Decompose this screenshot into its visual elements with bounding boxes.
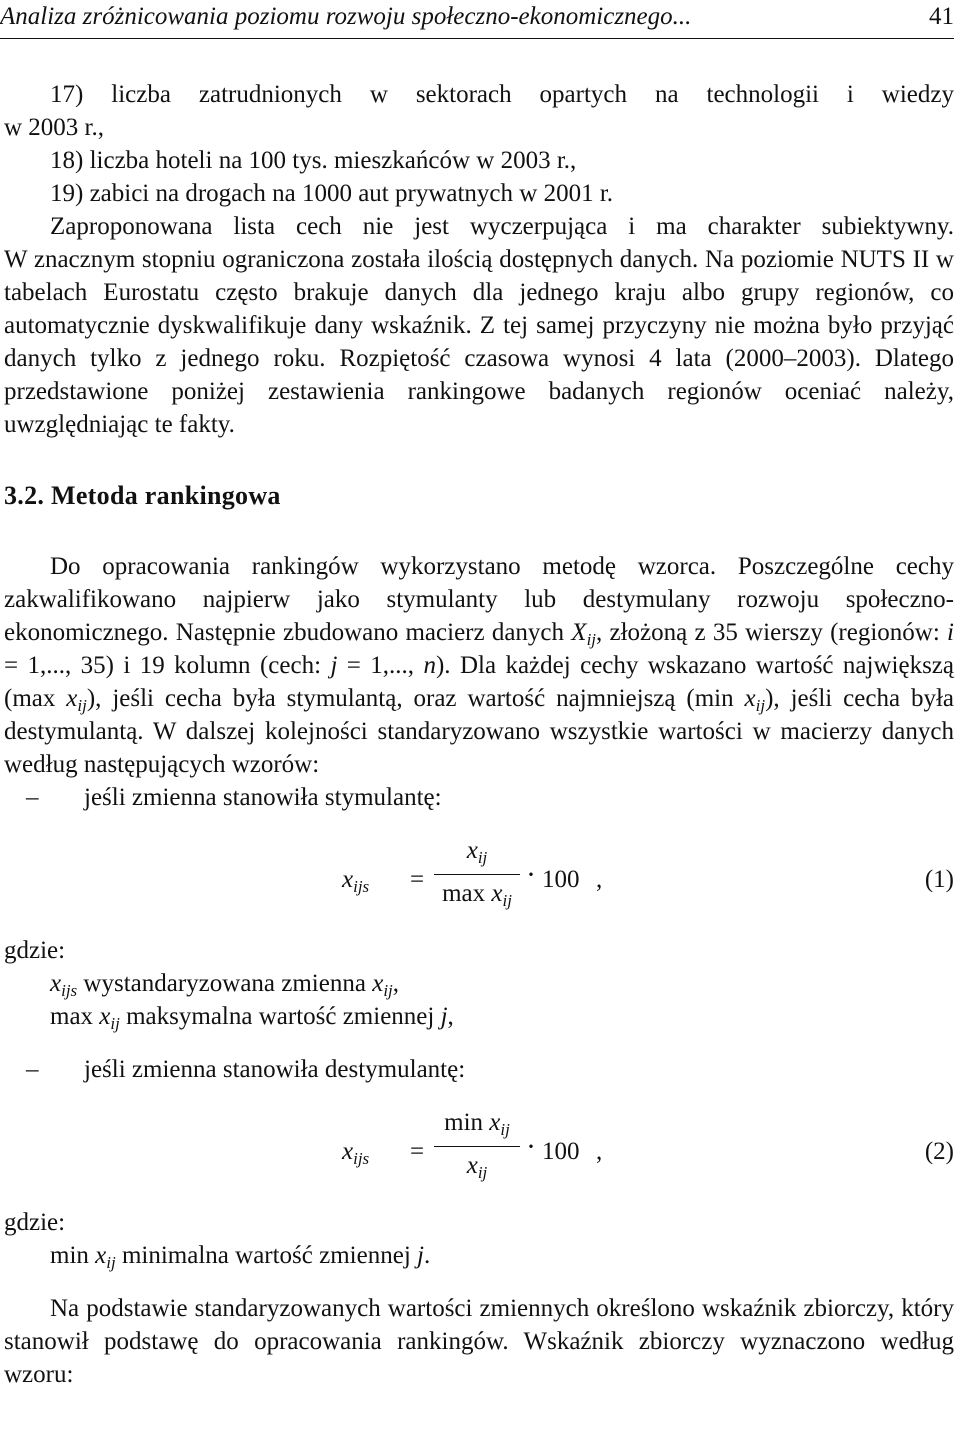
bullet-destimulant: [4, 1053, 954, 1086]
p2-text-3: = 1,..., 35) i 19 kolumn (cech:: [4, 652, 331, 679]
f1-denominator: [434, 877, 520, 913]
p2-text-7: ), jeśli cecha była destymulantą. W dalszej kolejności standaryzowano wszystkie wartości w macierzy danych według następujących wzorów:: [4, 685, 954, 778]
g2-sub: ij: [110, 1014, 120, 1033]
list-item-19: [4, 177, 954, 210]
formula-1-lhs: [342, 863, 369, 896]
p2-text-4: = 1,...,: [337, 652, 424, 679]
paragraph-1-first-line: [4, 210, 954, 243]
gdzie-2-label: gdzie:: [4, 1209, 66, 1236]
list-item-18: [4, 144, 954, 177]
g2-x: x: [99, 1003, 111, 1030]
f2-num-min: min: [444, 1109, 484, 1136]
g2-max: max: [50, 1003, 100, 1030]
f2-dot: ·: [526, 1130, 536, 1163]
p2-var-j: j: [330, 652, 338, 679]
f2-lhs-sub: ijs: [353, 1149, 370, 1168]
g3-min: min: [50, 1242, 96, 1269]
list-item-17-cont-text: w 2003 r.,: [4, 114, 104, 141]
f2-denominator: [434, 1149, 520, 1185]
f1-den-x: x: [491, 880, 503, 907]
paragraph-3: [4, 1292, 954, 1391]
p2-var-i: i: [947, 619, 954, 646]
p2-text-5: ). Dla każdej cechy wskazano wartość największą (max: [4, 652, 954, 712]
p2-text-2: , złożoną z 35 wierszy (regionów:: [596, 619, 948, 646]
g3-sub: ij: [106, 1253, 116, 1272]
f1-dot: ·: [526, 858, 536, 891]
f2-den-x: x: [466, 1152, 478, 1179]
f2-numerator: [434, 1106, 520, 1142]
gdzie-2-line-1: [4, 1239, 954, 1272]
running-header: [0, 2, 954, 32]
f1-numerator: [434, 834, 520, 870]
g2-end: ,: [447, 1003, 454, 1030]
p2-sub-ij2: ij: [77, 696, 87, 715]
f1-den-sub: ij: [502, 891, 512, 910]
formula-1-fraction: [434, 834, 520, 913]
list-item-17-text: 17) liczba zatrudnionych w sektorach opartych na technologii i wiedzy: [50, 81, 954, 108]
f2-equals: =: [410, 1138, 425, 1165]
main-text: [4, 78, 954, 1391]
f1-equals: =: [410, 866, 425, 893]
dash-mark-2: –: [26, 1056, 39, 1083]
formula-2: [4, 1106, 954, 1206]
g3-text: minimalna wartość zmiennej: [115, 1242, 418, 1269]
p2-var-X: X: [571, 619, 587, 646]
g2-j: j: [440, 1003, 448, 1030]
gdzie-1-line-1: [4, 967, 954, 1000]
f2-fraction-bar: [434, 1146, 520, 1147]
g1-sub: ijs: [61, 981, 78, 1000]
page-number: 41: [929, 3, 954, 30]
bullet-stimulant: [4, 781, 954, 814]
list-item-19-text: 19) zabici na drogach na 1000 aut prywatnych w 2001 r.: [50, 180, 614, 207]
f1-lhs-sub: ijs: [353, 877, 370, 896]
section-heading: 3.2. Metoda rankingowa: [4, 481, 281, 510]
paragraph-2: [4, 550, 954, 781]
p2-sub-ij: ij: [586, 630, 597, 649]
f1-num-x: x: [466, 837, 478, 864]
f1-den-max: max: [442, 880, 486, 907]
formula-2-lhs: [342, 1135, 369, 1168]
f1-fraction-bar: [434, 874, 520, 875]
f2-lhs-x: x: [342, 1138, 354, 1165]
g3-x: x: [95, 1242, 107, 1269]
p2-text-1: Do opracowania rankingów wykorzystano metodę wzorca. Poszczególne cechy zakwalifikowano najpierw jako stymulanty lub destymulany rozwoju społeczno-ekonomicznego. Następnie zbudowano macierz danych: [4, 553, 954, 646]
g3-j: j: [417, 1242, 424, 1269]
p2-var-n: n: [423, 652, 436, 679]
formula-1: [4, 834, 954, 934]
paragraph-1-line1: Zaproponowana lista cech nie jest wyczerpująca i ma charakter subiektywny.: [50, 213, 954, 240]
paragraph-1: [4, 243, 954, 441]
g1-x2: x: [372, 970, 384, 997]
f1-comma: ,: [596, 866, 603, 893]
g3-end: .: [423, 1242, 431, 1269]
gdzie-1-line-2: [4, 1000, 954, 1033]
f1-num-sub: ij: [477, 848, 488, 867]
bullet-destimulant-text: jeśli zmienna stanowiła destymulantę:: [84, 1056, 466, 1083]
g1-text: wystandaryzowana zmienna: [77, 970, 373, 997]
f2-num-sub: ij: [500, 1120, 510, 1139]
g1-x: x: [50, 970, 62, 997]
f2-den-sub: ij: [477, 1163, 488, 1182]
g1-sub2: ij: [383, 981, 393, 1000]
formula-2-fraction: [434, 1106, 520, 1185]
f2-equation-number: (2): [924, 1138, 954, 1165]
f1-equation-number: (1): [924, 866, 954, 893]
bullet-stimulant-text: jeśli zmienna stanowiła stymulantę:: [84, 784, 442, 811]
dash-mark: –: [26, 784, 39, 811]
list-item-17-cont: [4, 111, 954, 144]
f2-num-x: x: [489, 1109, 501, 1136]
header-rule: [0, 38, 954, 39]
p2-text-6: ), jeśli cecha była stymulantą, oraz wartość najmniejszą (min: [86, 685, 745, 712]
p2-sub-ij3: ij: [755, 696, 766, 715]
g2-text: maksymalna wartość zmiennej: [119, 1003, 441, 1030]
running-title: Analiza zróżnicowania poziomu rozwoju społeczno-ekonomicznego...: [0, 3, 692, 30]
f1-lhs-x: x: [342, 866, 354, 893]
gdzie-1-label: gdzie:: [4, 937, 66, 964]
paragraph-3-text: Na podstawie standaryzowanych wartości zmiennych określono wskaźnik zbiorczy, który stanowił podstawę do opracowania rankingów. Wskaźnik zbiorczy wyznaczono według wzoru:: [4, 1295, 954, 1388]
f2-hundred: 100: [542, 1138, 580, 1165]
list-item-18-text: 18) liczba hoteli na 100 tys. mieszkańców w 2003 r.,: [50, 147, 577, 174]
paragraph-1-text: W znacznym stopniu ograniczona została ilością dostępnych danych. Na poziomie NUTS II w tabelach Eurostatu często brakuje danych dla jednego kraju albo grupy regionów, co automatycznie dyskwalifikuje dany wskaźnik. Z tej samej przyczyny nie można było przyjąć danych tylko z jednego roku. Rozpiętość czasowa wynosi 4 lata (2000–2003). Dlatego przedstawione poniżej zestawienia rankingowe badanych regionów oceniać należy, uwzględniając te fakty.: [4, 246, 954, 438]
f1-hundred: 100: [542, 866, 580, 893]
f2-comma: ,: [596, 1138, 603, 1165]
p2-var-x1: x: [66, 685, 78, 712]
p2-var-x2: x: [744, 685, 756, 712]
g1-end: ,: [392, 970, 400, 997]
list-item-17: [4, 78, 954, 111]
